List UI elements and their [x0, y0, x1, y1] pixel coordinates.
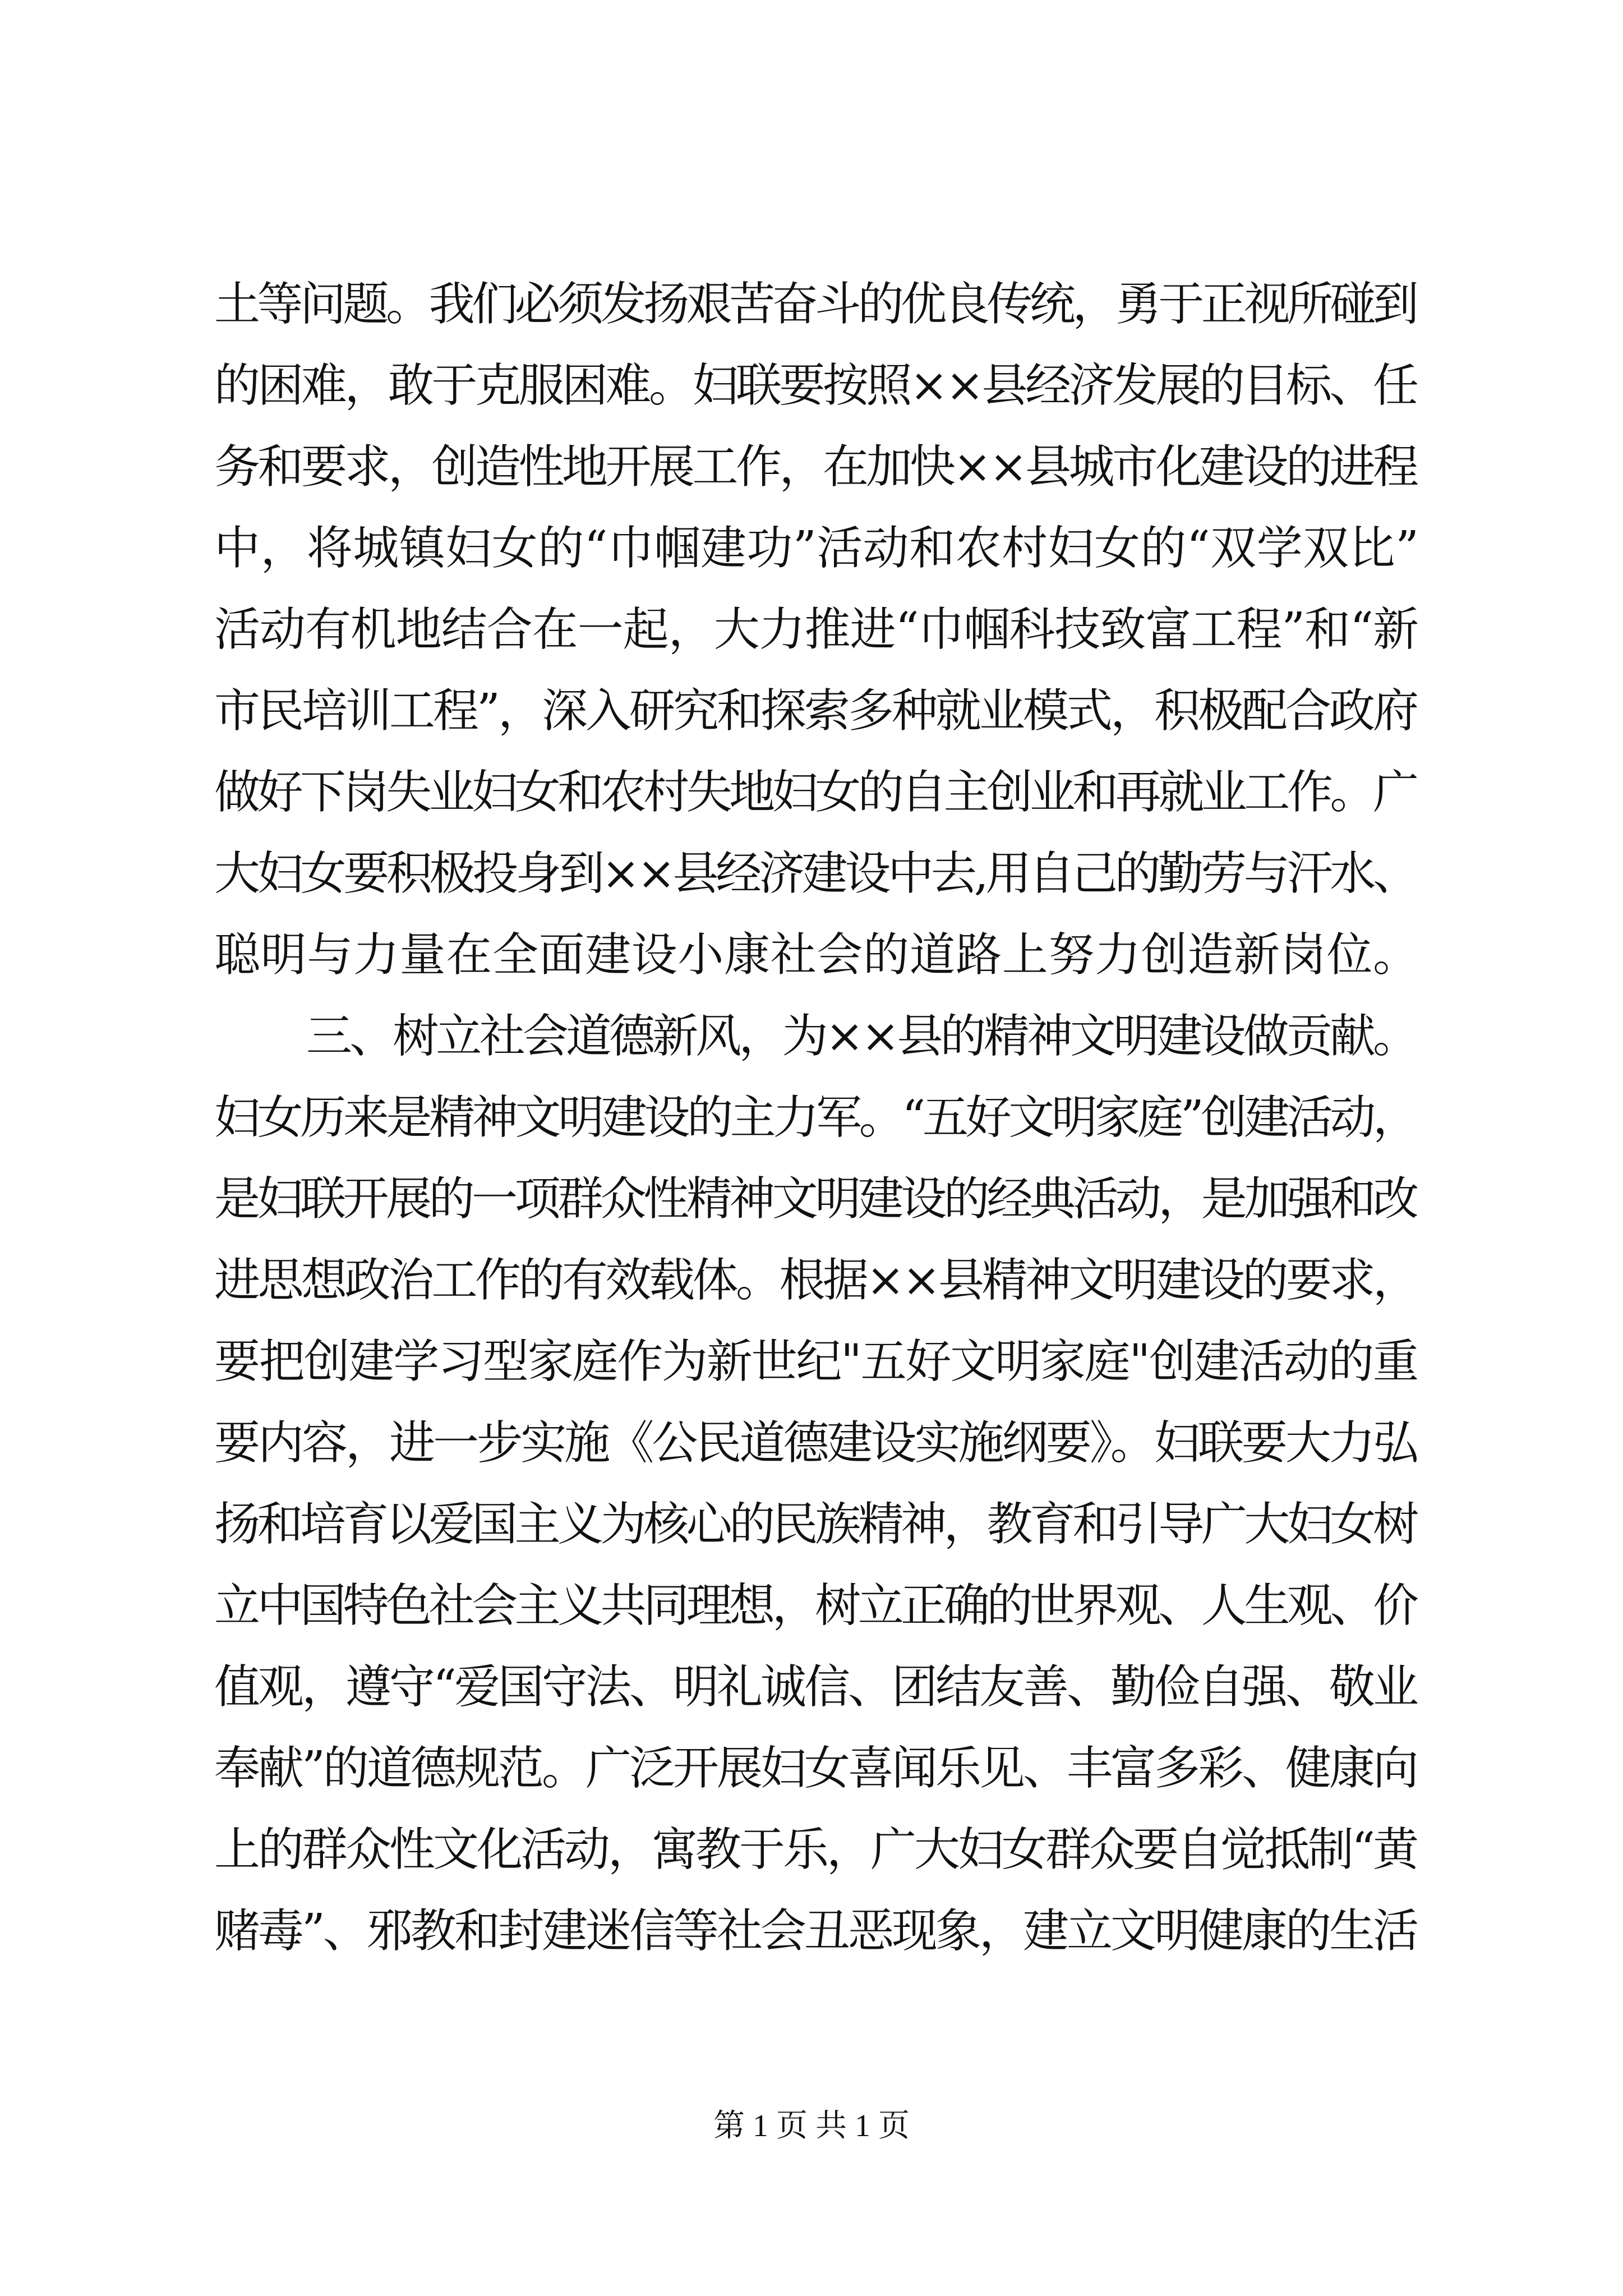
text-line: 务和要求，创造性地开展工作，在加快××县城市化建设的进程 — [214, 440, 1417, 494]
text-line: 值观，遵守“爱国守法、明礼诚信、团结友善、勤俭自强、敬业 — [214, 1660, 1417, 1714]
text-line: 是妇联开展的一项群众性精神文明建设的经典活动，是加强和改 — [214, 1172, 1416, 1226]
text-line: 进思想政治工作的有效载体。根据××县精神文明建设的要求， — [214, 1254, 1417, 1307]
text-line: 立中国特色社会主义共同理想，树立正确的世界观、人生观、价 — [214, 1579, 1416, 1632]
text-line: 做好下岗失业妇女和农村失地妇女的自主创业和再就业工作。广 — [214, 766, 1416, 819]
text-line: 聪明与力量在全面建设小康社会的道路上努力创造新岗位。 — [214, 928, 1419, 982]
text-line: 要把创建学习型家庭作为新世纪"五好文明家庭"创建活动的重 — [214, 1335, 1418, 1388]
text-line: 三、树立社会道德新风，为××县的精神文明建设做贡献。 — [306, 1010, 1417, 1063]
text-line: 奉献”的道德规范。广泛开展妇女喜闻乐见、丰富多彩、健康向 — [214, 1742, 1417, 1795]
page-footer: 第 1 页 共 1 页 — [713, 2109, 910, 2143]
text-line: 土等问题。我们必须发扬艰苦奋斗的优良传统，勇于正视所碰到 — [214, 278, 1416, 331]
text-line: 上的群众性文化活动，寓教于乐，广大妇女群众要自觉抵制“黄 — [214, 1823, 1417, 1876]
text-line: 的困难，敢于克服困难。妇联要按照××县经济发展的目标、任 — [214, 359, 1417, 412]
text-line: 市民培训工程”，深入研究和探索多种就业模式，积极配合政府 — [214, 684, 1417, 738]
text-line: 要内容，进一步实施《公民道德建设实施纲要》。妇联要大力弘 — [214, 1416, 1417, 1470]
text-line: 妇女历来是精神文明建设的主力军。“五好文明家庭”创建活动， — [214, 1091, 1416, 1144]
text-line: 扬和培育以爱国主义为核心的民族精神，教育和引导广大妇女树 — [214, 1498, 1416, 1551]
text-line: 中，将城镇妇女的“巾帼建功”活动和农村妇女的“双学双比” — [214, 522, 1419, 575]
text-line: 活动有机地结合在一起，大力推进“巾帼科技致富工程”和“新 — [214, 603, 1418, 656]
text-line: 赌毒”、邪教和封建迷信等社会丑恶现象，建立文明健康的生活 — [214, 1904, 1417, 1958]
document-body — [214, 264, 1420, 1972]
text-line: 大妇女要积极投身到××县经济建设中去,用自己的勤劳与汗水、 — [214, 847, 1416, 900]
